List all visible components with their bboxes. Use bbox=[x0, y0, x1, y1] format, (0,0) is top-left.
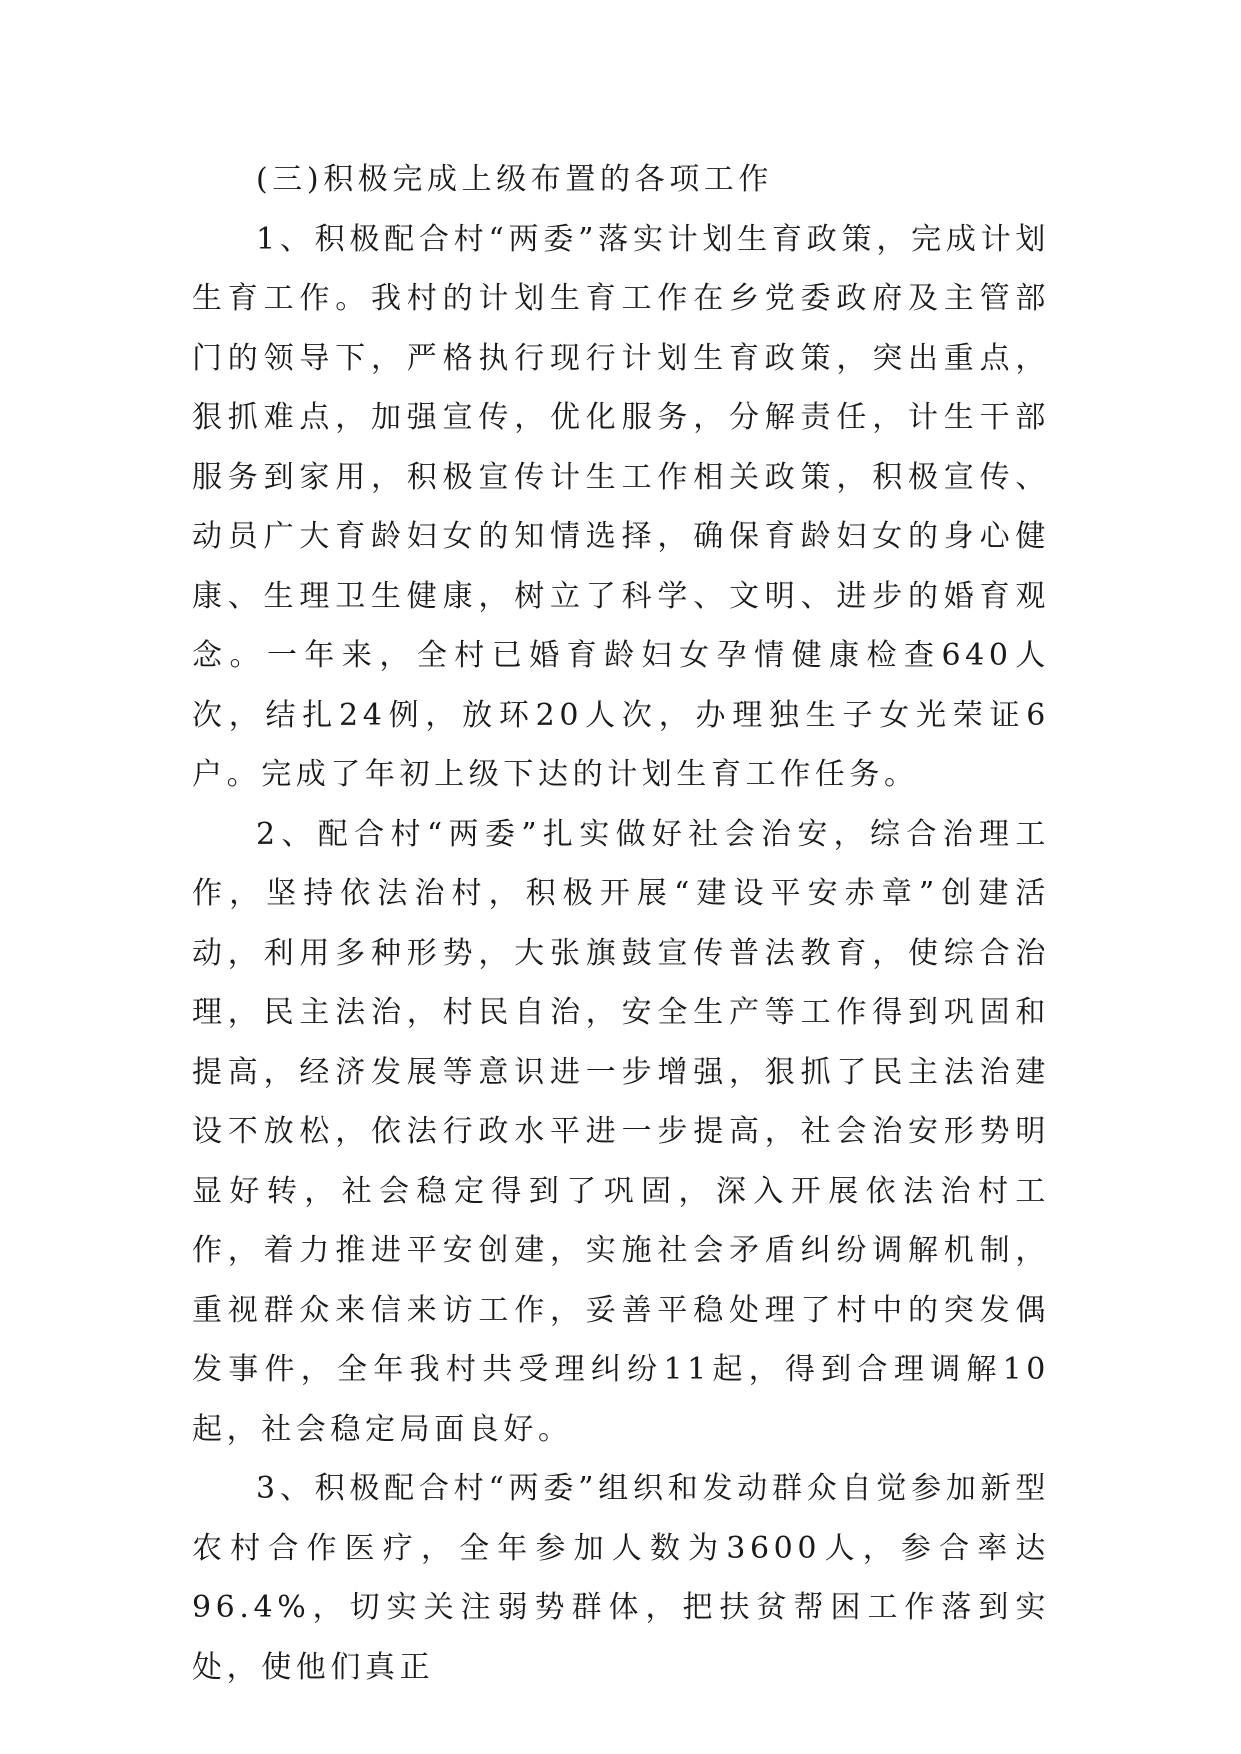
paragraph-public-security: 2、配合村“两委”扎实做好社会治安，综合治理工作，坚持依法治村，积极开展“建设平安赤章”创建活动，利用多种形势，大张旗鼓宣传普法教育，使综合治理，民主法治，村民自治，安全生产等工作得到巩固和提高，经济发展等意识进一步增强，狠抓了民主法治建设不放松，依法行政水平进一步提高，社会治安形势明显好转，社会稳定得到了巩固，深入开展依法治村工作，着力推进平安创建，实施社会矛盾纠纷调解机制，重视群众来信来访工作，妥善平稳处理了村中的突发偶发事件，全年我村共受理纠纷11起，得到合理调解10起，社会稳定局面良好。 bbox=[192, 816, 1050, 1447]
paragraph-rural-medical: 3、积极配合村“两委”组织和发动群众自觉参加新型农村合作医疗，全年参加人数为3600人，参合率达96.4%，切实关注弱势群体，把扶贫帮困工作落到实处，使他们真正 bbox=[192, 1471, 1050, 1685]
document-body bbox=[192, 150, 1050, 1697]
paragraph-family-planning: 1、积极配合村“两委”落实计划生育政策，完成计划生育工作。我村的计划生育工作在乡党委政府及主管部门的领导下，严格执行现行计划生育政策，突出重点，狠抓难点，加强宣传，优化服务，分解责任，计生干部服务到家用，积极宣传计生工作相关政策，积极宣传、动员广大育龄妇女的知情选择，确保育龄妇女的身心健康、生理卫生健康，树立了科学、文明、进步的婚育观念。一年来，全村已婚育龄妇女孕情健康检查640人次，结扎24例，放环20人次，办理独生子女光荣证6户。完成了年初上级下达的计划生育工作任务。 bbox=[192, 221, 1050, 792]
section-heading: (三)积极完成上级布置的各项工作 bbox=[256, 162, 774, 197]
